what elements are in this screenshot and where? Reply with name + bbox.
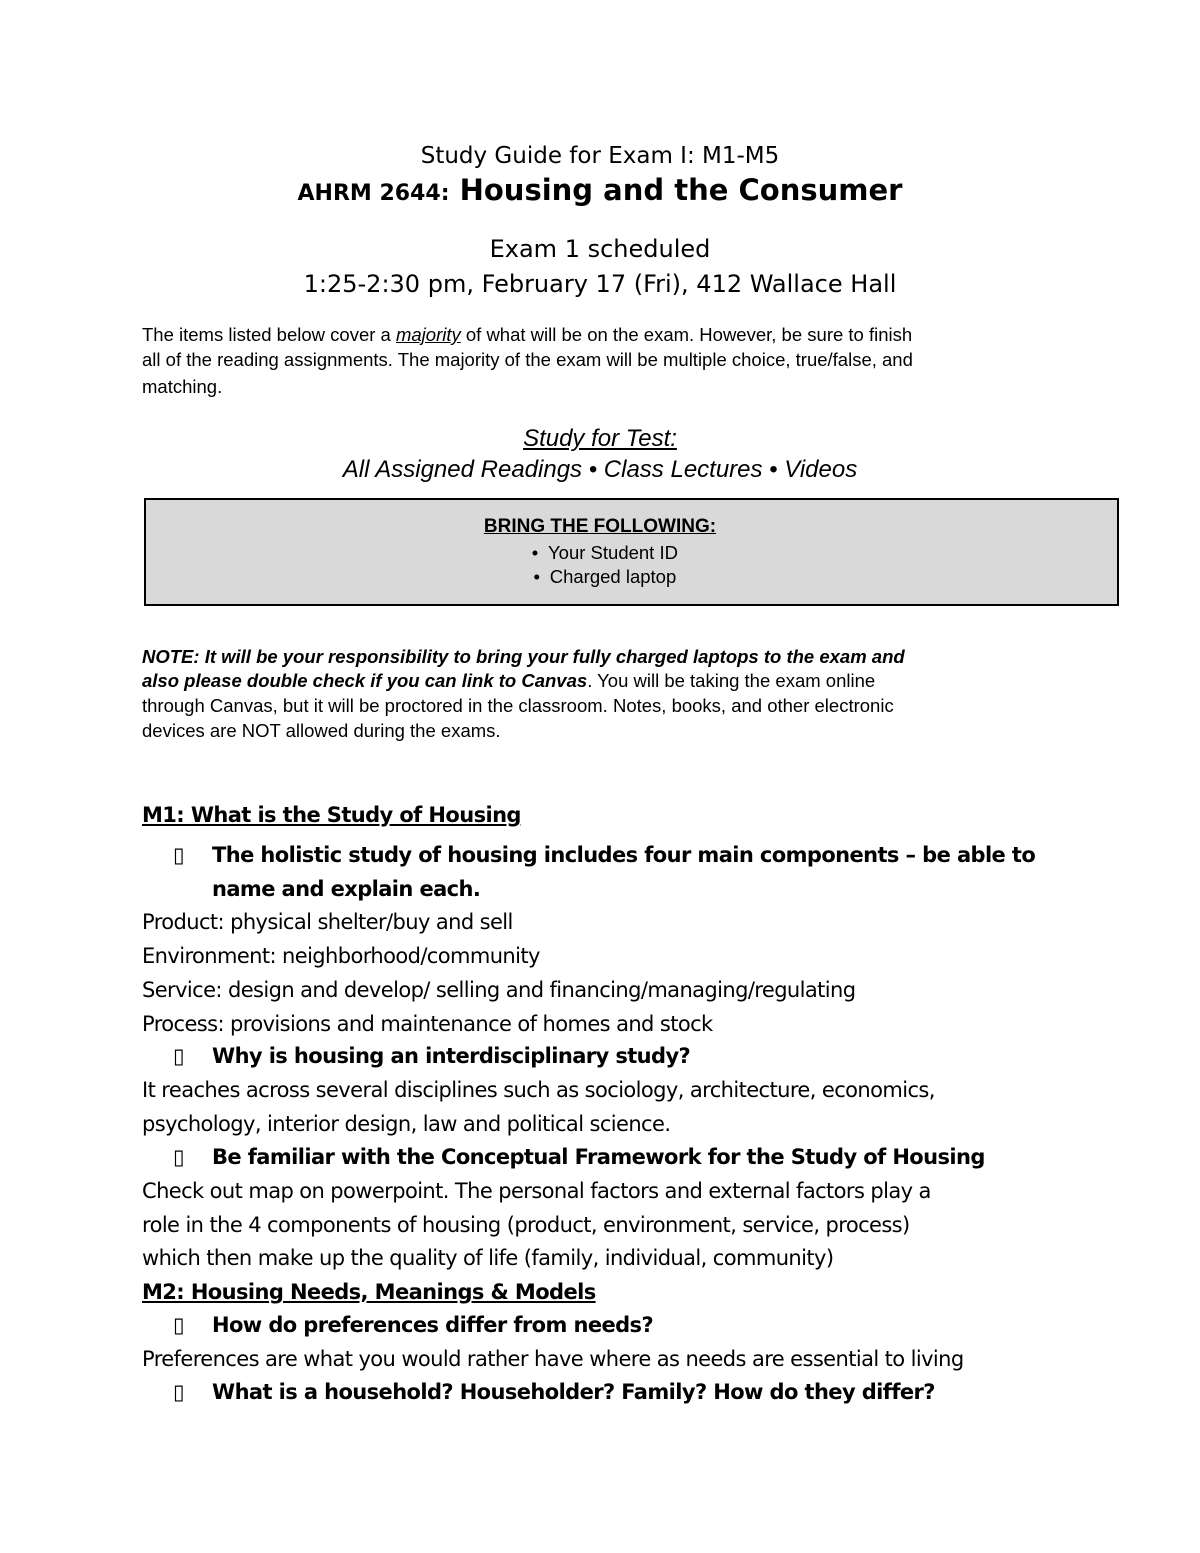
question-text: What is a household? Householder? Family? How do they differ? <box>212 1380 935 1404</box>
note-line-2 <box>142 670 875 692</box>
bring-item-label: Charged laptop <box>549 566 677 587</box>
m1-answer-1-line: Process: provisions and maintenance of homes and stock <box>142 1012 713 1036</box>
bring-item-label: Your Student ID <box>548 542 678 563</box>
bring-item <box>0 566 1200 588</box>
m1-answer-3-line: Check out map on powerpoint. The personal factors and external factors play a <box>142 1179 931 1203</box>
intro-line-2: all of the reading assignments. The majority of the exam will be multiple choice, true/false, and <box>142 349 913 370</box>
exam-time-place: 1:25-2:30 pm, February 17 (Fri), 412 Wallace Hall <box>303 270 897 298</box>
note-line-4: devices are NOT allowed during the exams. <box>142 720 501 741</box>
intro-text: of what will be on the exam. However, be sure to finish <box>460 324 913 345</box>
m2-question-2 <box>173 1380 935 1404</box>
course-title <box>0 173 1200 207</box>
question-text: Why is housing an interdisciplinary study? <box>212 1044 691 1068</box>
m1-answer-1-line: Environment: neighborhood/community <box>142 944 540 968</box>
bullet-box-icon: ▯ <box>173 1313 184 1337</box>
m1-answer-3-line: role in the 4 components of housing (product, environment, service, process) <box>142 1213 910 1237</box>
guide-title: Study Guide for Exam I: M1-M5 <box>420 143 780 169</box>
m1-answer-2-line: It reaches across several disciplines such as sociology, architecture, economics, <box>142 1078 935 1102</box>
m1-heading: M1: What is the Study of Housing <box>142 803 521 827</box>
m1-question-3 <box>173 1145 985 1169</box>
intro-line-3: matching. <box>142 376 223 397</box>
m2-question-1 <box>173 1313 653 1337</box>
intro-text: The items listed below cover a <box>142 324 396 345</box>
m1-question-2 <box>173 1044 690 1068</box>
exam-scheduled: Exam 1 scheduled <box>489 235 711 263</box>
m2-heading: M2: Housing Needs, Meanings & Models <box>142 1280 596 1304</box>
study-heading: Study for Test: <box>523 425 677 452</box>
m1-answer-3-line: which then make up the quality of life (family, individual, community) <box>142 1246 834 1270</box>
m1-answer-2-line: psychology, interior design, law and political science. <box>142 1112 671 1136</box>
note-emphasis: also please double check if you can link to Canvas <box>142 670 588 691</box>
m1-answer-1-line: Product: physical shelter/buy and sell <box>142 910 513 934</box>
bullet-box-icon: ▯ <box>173 843 184 867</box>
course-name: Housing and the Consumer <box>459 173 903 207</box>
m1-question-1-cont: name and explain each. <box>212 877 481 901</box>
bring-item <box>0 542 1200 564</box>
m1-question-1 <box>173 843 1035 867</box>
bullet-box-icon: ▯ <box>173 1380 184 1404</box>
bullet-icon: • <box>531 542 539 563</box>
m2-answer-1: Preferences are what you would rather have where as needs are essential to living <box>142 1347 964 1371</box>
bullet-icon: • <box>533 566 540 587</box>
bring-heading: BRING THE FOLLOWING: <box>483 516 717 537</box>
note-line-3: through Canvas, but it will be proctored in the classroom. Notes, books, and other electronic <box>142 695 894 716</box>
question-text: Be familiar with the Conceptual Framework for the Study of Housing <box>212 1145 985 1169</box>
course-code: AHRM 2644: <box>297 181 450 206</box>
bullet-box-icon: ▯ <box>173 1145 184 1169</box>
note-line-1: NOTE: It will be your responsibility to bring your fully charged laptops to the exam and <box>142 646 905 667</box>
intro-emphasis: majority <box>395 324 461 345</box>
intro-line-1 <box>142 324 912 346</box>
bullet-box-icon: ▯ <box>173 1044 184 1068</box>
m1-answer-1-line: Service: design and develop/ selling and financing/managing/regulating <box>142 978 856 1002</box>
note-text: . You will be taking the exam online <box>587 670 876 691</box>
question-text: The holistic study of housing includes four main components – be able to <box>212 843 1036 867</box>
question-text: How do preferences differ from needs? <box>212 1313 654 1337</box>
study-items: All Assigned Readings • Class Lectures • Videos <box>342 456 858 483</box>
